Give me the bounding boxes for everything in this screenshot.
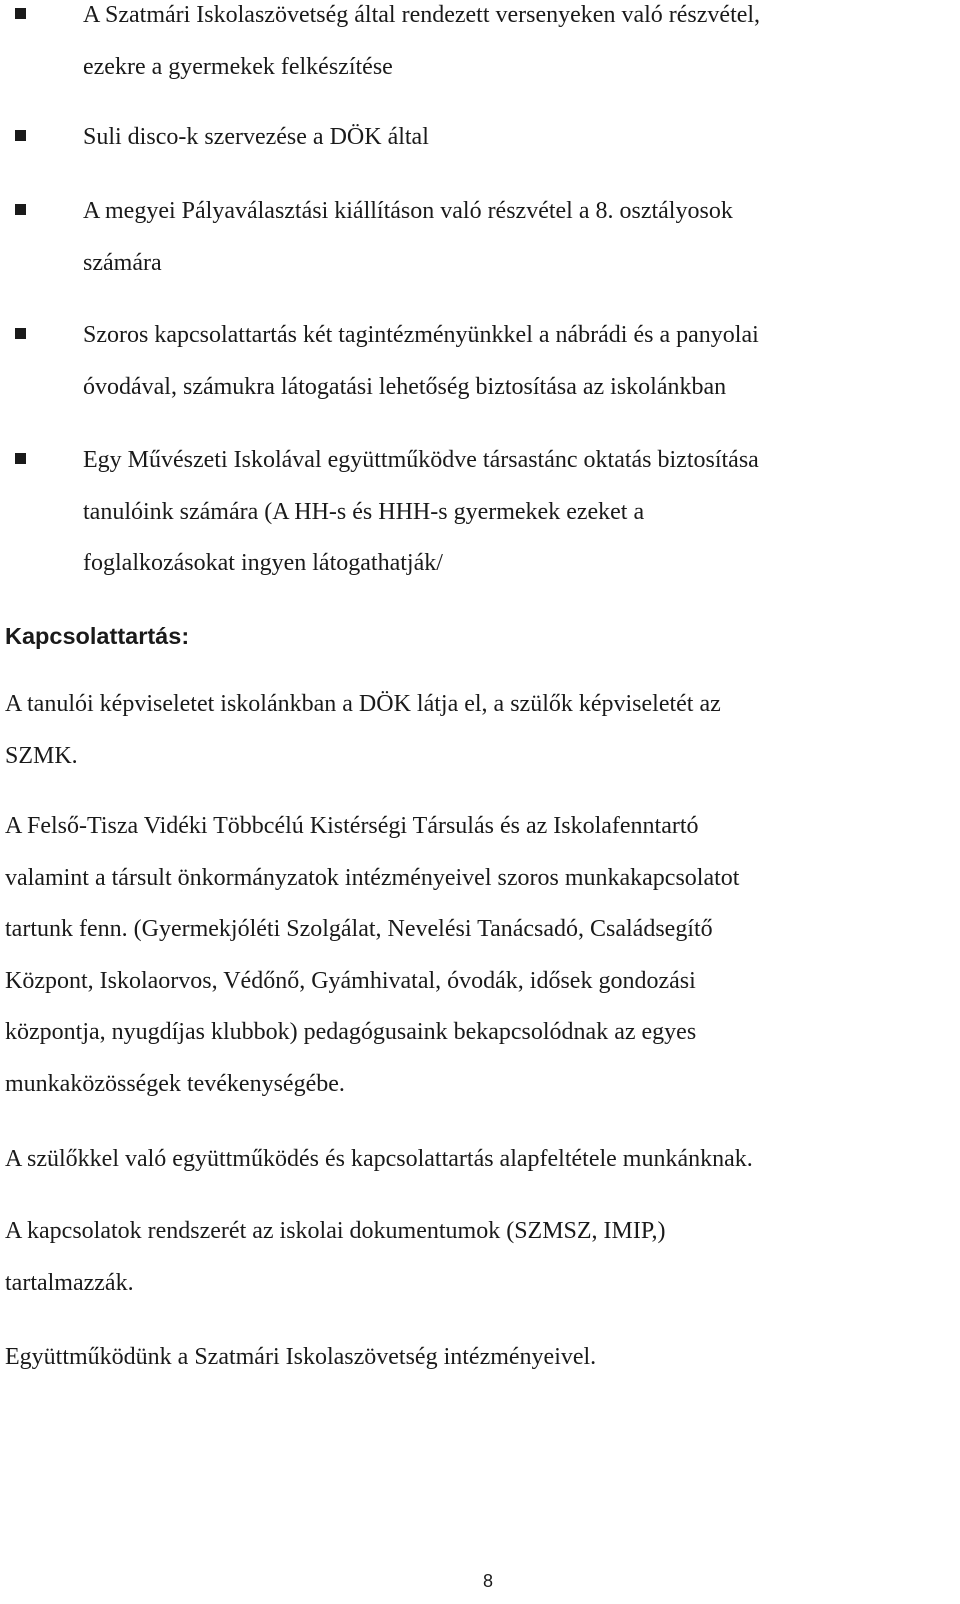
bullet-text: Egy Művészeti Iskolával együttműködve társastánc oktatás biztosítása tanulóink számára (A HH-s és HHH-s gyermekek ezeket a foglalkozásokat ingyen látogathatják/ bbox=[83, 447, 759, 576]
bullet-text: Szoros kapcsolattartás két tagintézményünkkel a nábrádi és a panyolai óvodával, számukra látogatási lehetőség biztosítása az iskolánkban bbox=[83, 322, 759, 400]
paragraph-cooperation: Együttműködünk a Szatmári Iskolaszövetség intézményeivel. bbox=[5, 1344, 597, 1370]
paragraph-representation: A tanulói képviseletet iskolánkban a DÖK látja el, a szülők képviseletét az SZMK. bbox=[5, 691, 721, 769]
bullet-text: A Szatmári Iskolaszövetség által rendezett versenyeken való részvétel, ezekre a gyermekek felkészítése bbox=[83, 2, 761, 80]
bullet-text: A megyei Pályaválasztási kiállításon való részvétel a 8. osztályosok számára bbox=[83, 198, 733, 276]
square-bullet-icon bbox=[15, 328, 26, 339]
paragraph-partners: A Felső-Tisza Vidéki Többcélú Kistérségi Társulás és az Iskolafenntartó valamint a társult önkormányzatok intézményeivel szoros munkakapcsolatot tartunk fenn. (Gyermekjóléti Szolgálat, Nevelési Tanácsadó, Családsegítő Központ, Iskolaorvos, Védőnő, Gyámhivatal, óvodák, idősek gondozási központja, nyugdíjas klubbok) pedagógusaink bekapcsolódnak az egyes munkaközösségek tevékenységébe. bbox=[5, 813, 740, 1097]
paragraph-documents: A kapcsolatok rendszerét az iskolai dokumentumok (SZMSZ, IMIP,) tartalmazzák. bbox=[5, 1218, 666, 1296]
page-number: 8 bbox=[482, 1571, 493, 1591]
paragraph-parents: A szülőkkel való együttműködés és kapcsolattartás alapfeltétele munkánknak. bbox=[5, 1146, 753, 1172]
square-bullet-icon bbox=[15, 204, 26, 215]
square-bullet-icon bbox=[15, 130, 26, 141]
bullet-text: Suli disco-k szervezése a DÖK által bbox=[83, 124, 429, 150]
square-bullet-icon bbox=[15, 453, 26, 464]
square-bullet-icon bbox=[15, 8, 26, 19]
section-heading: Kapcsolattartás: bbox=[5, 623, 190, 649]
